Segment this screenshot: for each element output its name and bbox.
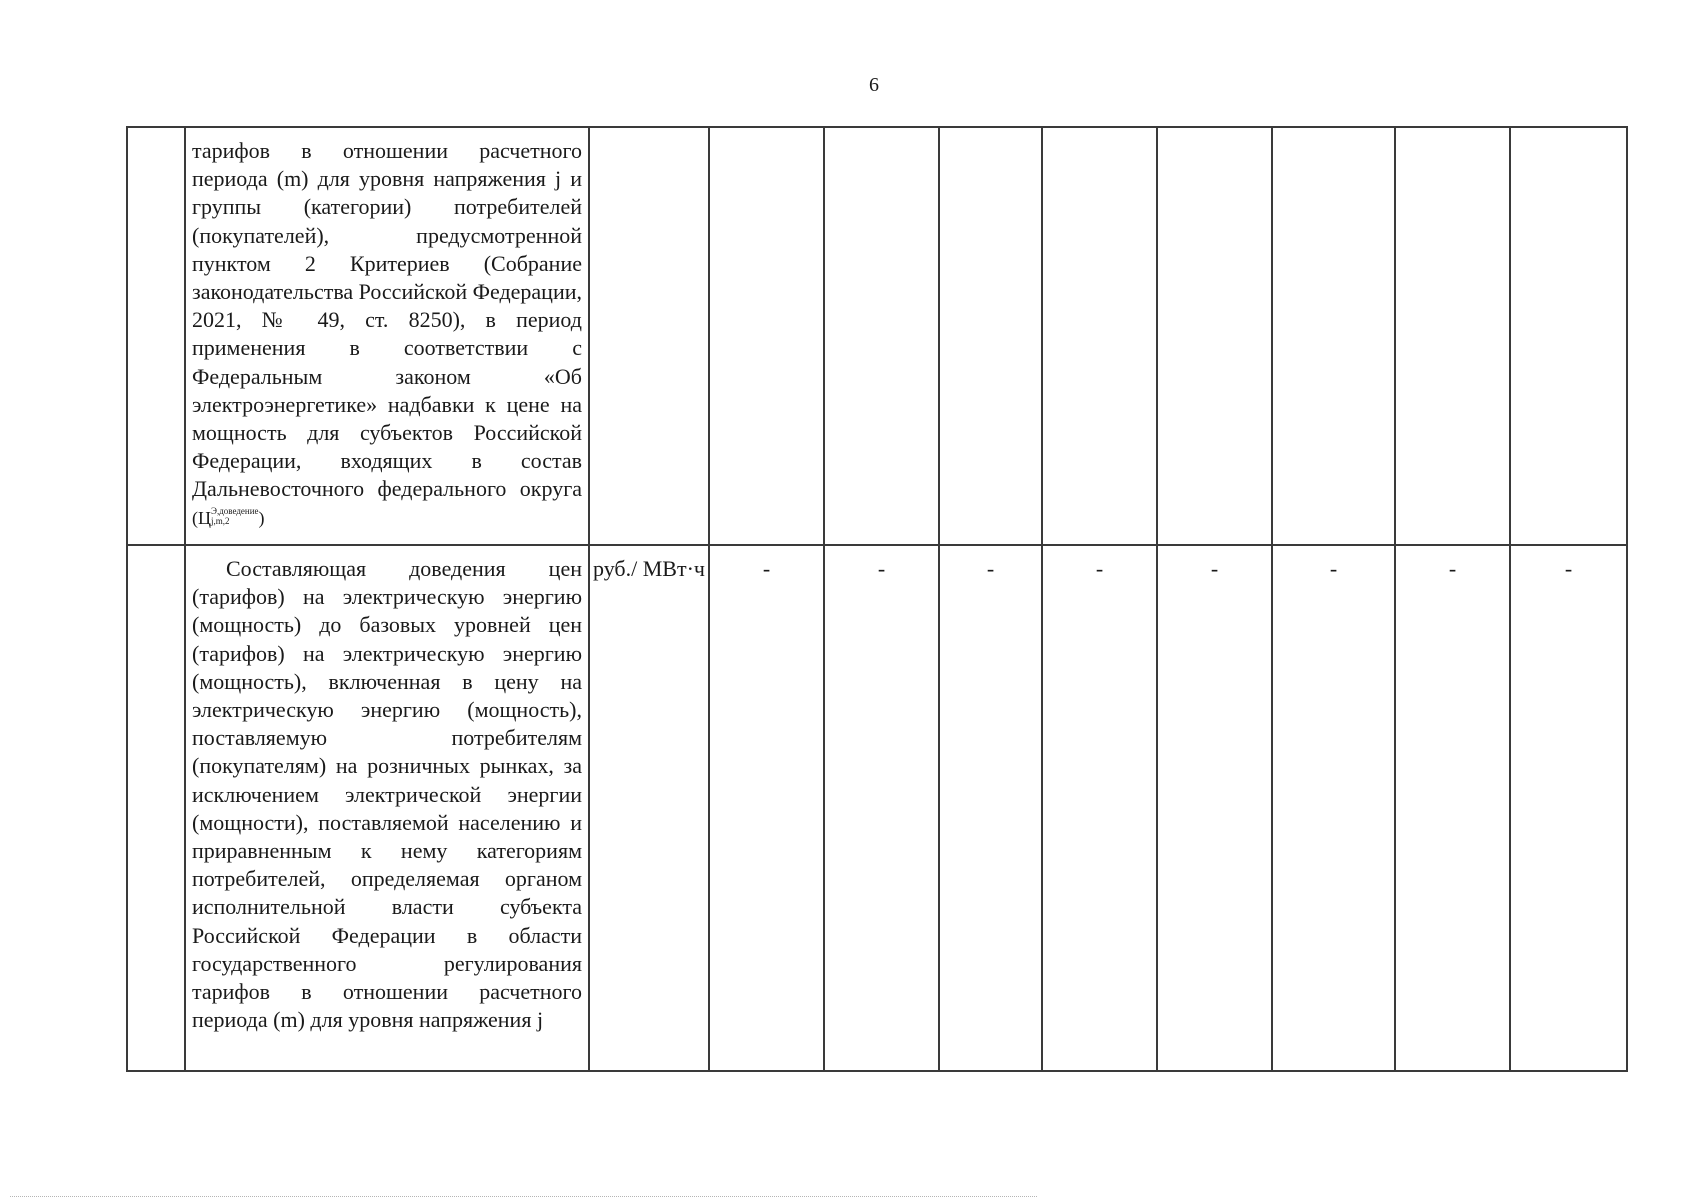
value-cell	[1395, 127, 1510, 545]
value-cell: -	[1272, 545, 1395, 1071]
formula-close-paren: )	[258, 507, 265, 528]
formula-open-paren: (	[192, 507, 198, 528]
description-cell	[185, 127, 589, 545]
value-cell: -	[1510, 545, 1627, 1071]
unit-cell	[589, 127, 709, 545]
scan-artifact-line	[10, 1196, 1037, 1197]
formula-subscript: j,m,2	[211, 515, 230, 526]
table-row	[127, 127, 1627, 545]
unit-cell: руб./ МВт·ч	[589, 545, 709, 1071]
row-number-cell	[127, 127, 185, 545]
formula-symbol: Ц	[198, 507, 211, 528]
value-cell: -	[939, 545, 1042, 1071]
value-cell: -	[1157, 545, 1272, 1071]
value-cell: -	[1042, 545, 1157, 1071]
description-text: Составляющая доведения цен (тарифов) на электрическую энергию (мощность) до базовых уровней цен (тарифов) на электрическую энергию (мощность), включенная в цену на электрическую энергию (мощность), поставляемую потребителям (покупателям) на розничных рынках, за исключением электрической энергии (мощности), поставляемой населению и приравненным к нему категориям потребителей, определяемая органом исполнительной власти субъекта Российской Федерации в области государственного регулирования тарифов в отношении расчетного периода (m) для уровня напряжения j	[192, 556, 582, 1033]
value-cell	[1042, 127, 1157, 545]
formula	[192, 505, 265, 533]
value-cell	[709, 127, 824, 545]
description-text: тарифов в отношении расчетного периода (m) для уровня напряжения j и группы (категории) потребителей (покупателей), предусмотренной пунктом 2 Критериев (Собрание законодательства Российской Федерации, 2021, № 49, ст. 8250), в период применения в соответствии с Федеральным законом «Об электроэнергетике» надбавки к цене на мощность для субъектов Российской Федерации, входящих в состав Дальневосточного федерального округа	[192, 138, 583, 502]
row-number-cell	[127, 545, 185, 1071]
formula-superscript: Э,доведение	[211, 505, 259, 516]
page-number: 6	[869, 74, 879, 96]
value-cell	[939, 127, 1042, 545]
value-cell	[1272, 127, 1395, 545]
value-cell	[1510, 127, 1627, 545]
table-row	[127, 545, 1627, 1071]
value-cell	[1157, 127, 1272, 545]
description-cell	[185, 545, 589, 1071]
value-cell: -	[709, 545, 824, 1071]
tariff-table	[126, 126, 1628, 1072]
value-cell: -	[824, 545, 939, 1071]
value-cell	[824, 127, 939, 545]
value-cell: -	[1395, 545, 1510, 1071]
